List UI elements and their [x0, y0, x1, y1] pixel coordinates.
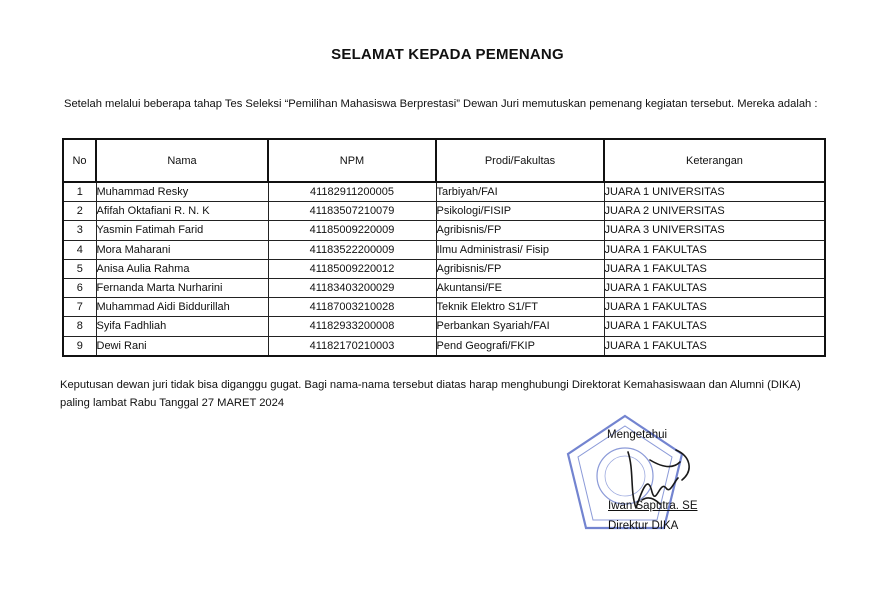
cell-nama: Yasmin Fatimah Farid: [96, 221, 268, 240]
cell-ket: JUARA 1 FAKULTAS: [604, 278, 825, 297]
cell-npm: 41182911200005: [268, 182, 436, 202]
cell-npm: 41185009220012: [268, 259, 436, 278]
header-nama: Nama: [96, 139, 268, 182]
cell-npm: 41183522200009: [268, 240, 436, 259]
cell-no: 8: [63, 317, 96, 336]
cell-nama: Afifah Oktafiani R. N. K: [96, 202, 268, 221]
cell-npm: 41185009220009: [268, 221, 436, 240]
cell-nama: Mora Maharani: [96, 240, 268, 259]
cell-nama: Anisa Aulia Rahma: [96, 259, 268, 278]
cell-no: 1: [63, 182, 96, 202]
table-row: [63, 298, 825, 317]
cell-prodi: Perbankan Syariah/FAI: [436, 317, 604, 336]
cell-npm: 41183507210079: [268, 202, 436, 221]
cell-ket: JUARA 2 UNIVERSITAS: [604, 202, 825, 221]
cell-ket: JUARA 1 FAKULTAS: [604, 317, 825, 336]
footer-line-2: paling lambat Rabu Tanggal 27 MARET 2024: [60, 397, 285, 409]
cell-no: 4: [63, 240, 96, 259]
table-row: [63, 240, 825, 259]
header-prodi: Prodi/Fakultas: [436, 139, 604, 182]
cell-nama: Syifa Fadhliah: [96, 317, 268, 336]
cell-no: 9: [63, 336, 96, 356]
table-row: [63, 278, 825, 297]
cell-prodi: Pend Geografi/FKIP: [436, 336, 604, 356]
cell-npm: 41187003210028: [268, 298, 436, 317]
cell-npm: 41183403200029: [268, 278, 436, 297]
header-no: No: [63, 139, 96, 182]
table-row: [63, 182, 825, 202]
cell-prodi: Tarbiyah/FAI: [436, 182, 604, 202]
cell-ket: JUARA 1 FAKULTAS: [604, 336, 825, 356]
cell-npm: 41182170210003: [268, 336, 436, 356]
cell-no: 6: [63, 278, 96, 297]
intro-text: Setelah melalui beberapa tahap Tes Seleksi “Pemilihan Mahasiswa Berprestasi” Dewan Juri memutuskan pemenang kegiatan tersebut. Mereka adalah :: [64, 98, 818, 110]
footer-line-1: Keputusan dewan juri tidak bisa diganggu gugat. Bagi nama-nama tersebut diatas harap menghubungi Direktorat Kemahasiswaan dan Alumni (DIKA): [60, 379, 801, 391]
cell-no: 3: [63, 221, 96, 240]
cell-nama: Muhammad Aidi Biddurillah: [96, 298, 268, 317]
signature-block: [560, 410, 720, 550]
cell-ket: JUARA 3 UNIVERSITAS: [604, 221, 825, 240]
cell-ket: JUARA 1 FAKULTAS: [604, 298, 825, 317]
cell-no: 5: [63, 259, 96, 278]
cell-nama: Fernanda Marta Nurharini: [96, 278, 268, 297]
cell-nama: Dewi Rani: [96, 336, 268, 356]
header-keterangan: Keterangan: [604, 139, 825, 182]
table-row: [63, 221, 825, 240]
table-row: [63, 336, 825, 356]
cell-prodi: Agribisnis/FP: [436, 259, 604, 278]
cell-ket: JUARA 1 FAKULTAS: [604, 259, 825, 278]
signer-name: Iwan Saputra. SE: [608, 500, 698, 512]
table-row: [63, 317, 825, 336]
cell-prodi: Ilmu Administrasi/ Fisip: [436, 240, 604, 259]
table-header-row: [63, 139, 825, 182]
page-title: SELAMAT KEPADA PEMENANG: [331, 46, 564, 63]
cell-npm: 41182933200008: [268, 317, 436, 336]
cell-prodi: Akuntansi/FE: [436, 278, 604, 297]
cell-prodi: Agribisnis/FP: [436, 221, 604, 240]
cell-prodi: Psikologi/FISIP: [436, 202, 604, 221]
cell-prodi: Teknik Elektro S1/FT: [436, 298, 604, 317]
cell-ket: JUARA 1 FAKULTAS: [604, 240, 825, 259]
signer-title: Direktur DIKA: [608, 520, 679, 532]
cell-nama: Muhammad Resky: [96, 182, 268, 202]
table-row: [63, 259, 825, 278]
cell-ket: JUARA 1 UNIVERSITAS: [604, 182, 825, 202]
mengetahui-label: Mengetahui: [607, 429, 668, 441]
header-npm: NPM: [268, 139, 436, 182]
footer-note: [60, 376, 860, 412]
cell-no: 2: [63, 202, 96, 221]
cell-no: 7: [63, 298, 96, 317]
winners-table: [62, 138, 826, 357]
table-row: [63, 202, 825, 221]
